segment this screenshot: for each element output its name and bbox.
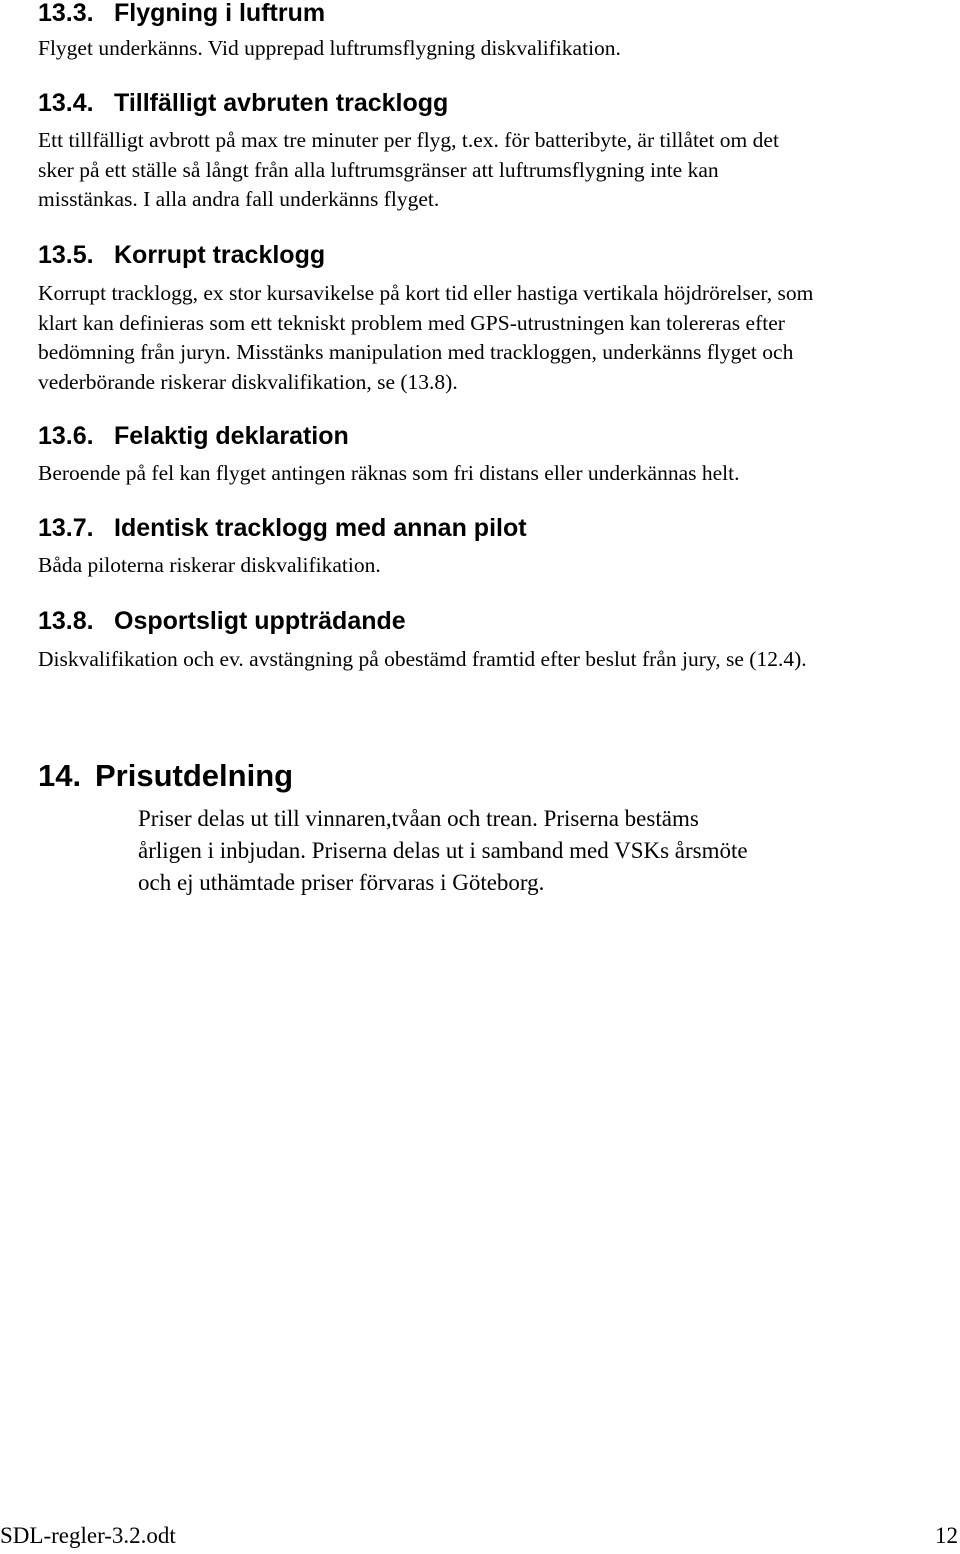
body-line: Korrupt tracklogg, ex stor kursavikelse på kort tid eller hastiga vertikala höjdrörelser, som <box>38 281 814 305</box>
section-heading-13-7 <box>38 513 527 543</box>
section-heading-13-8 <box>38 606 406 636</box>
section-heading-13-5 <box>38 240 325 270</box>
section-title: Korrupt tracklogg <box>114 241 326 269</box>
body-line: Beroende på fel kan flyget antingen räknas som fri distans eller underkännas helt. <box>38 461 740 485</box>
section-number: 14. <box>38 758 82 793</box>
section-heading-13-6 <box>38 421 349 451</box>
body-line: klart kan definieras som ett tekniskt problem med GPS-utrustningen kan tolereras efter <box>38 310 785 335</box>
section-number: 13.7. <box>38 514 94 542</box>
body-line: vederbörande riskerar diskvalifikation, se (13.8). <box>38 369 458 394</box>
section-heading-14 <box>38 758 293 794</box>
section-number: 13.6. <box>38 422 94 450</box>
section-title: Prisutdelning <box>95 758 294 793</box>
section-number: 13.5. <box>38 241 94 269</box>
footer-page-number: 12 <box>935 1523 958 1548</box>
body-line: Flyget underkänns. Vid upprepad luftrumsflygning diskvalifikation. <box>38 36 621 60</box>
section-title: Flygning i luftrum <box>114 0 326 27</box>
section-title: Identisk tracklogg med annan pilot <box>114 514 527 542</box>
body-line: sker på ett ställe så långt från alla luftrumsgränser att luftrumsflygning inte kan <box>38 157 719 182</box>
section-body-13-5 <box>38 279 813 397</box>
body-line: misstänkas. I alla andra fall underkänns flyget. <box>38 187 440 211</box>
body-line: bedömning från juryn. Misstänks manipulation med trackloggen, underkänns flyget och <box>38 340 794 364</box>
section-body-14 <box>138 803 748 899</box>
body-line: Diskvalifikation och ev. avstängning på obestämd framtid efter beslut från jury, se (12.4). <box>38 647 807 671</box>
footer-filename: SDL-regler-3.2.odt <box>0 1523 176 1548</box>
section-heading-13-4 <box>38 88 448 118</box>
body-line: och ej uthämtade priser förvaras i Göteborg. <box>138 870 545 895</box>
body-line: Båda piloterna riskerar diskvalifikation. <box>38 553 381 577</box>
section-number: 13.3. <box>38 0 94 27</box>
section-title: Osportsligt uppträdande <box>114 607 406 635</box>
section-body-13-3 <box>38 34 621 64</box>
body-line: årligen i inbjudan. Priserna delas ut i samband med VSKs årsmöte <box>138 838 748 863</box>
section-body-13-6 <box>38 459 740 489</box>
section-heading-13-3 <box>38 0 325 28</box>
section-number: 13.4. <box>38 89 94 117</box>
section-body-13-7 <box>38 551 381 581</box>
section-number: 13.8. <box>38 607 94 635</box>
section-body-13-8 <box>38 645 807 675</box>
section-title: Felaktig deklaration <box>114 422 349 450</box>
section-title: Tillfälligt avbruten tracklogg <box>114 89 449 117</box>
body-line: Priser delas ut till vinnaren,tvåan och trean. Priserna bestäms <box>138 806 699 831</box>
body-line: Ett tillfälligt avbrott på max tre minuter per flyg, t.ex. för batteribyte, är tillåtet om det <box>38 128 779 152</box>
section-body-13-4 <box>38 126 779 215</box>
